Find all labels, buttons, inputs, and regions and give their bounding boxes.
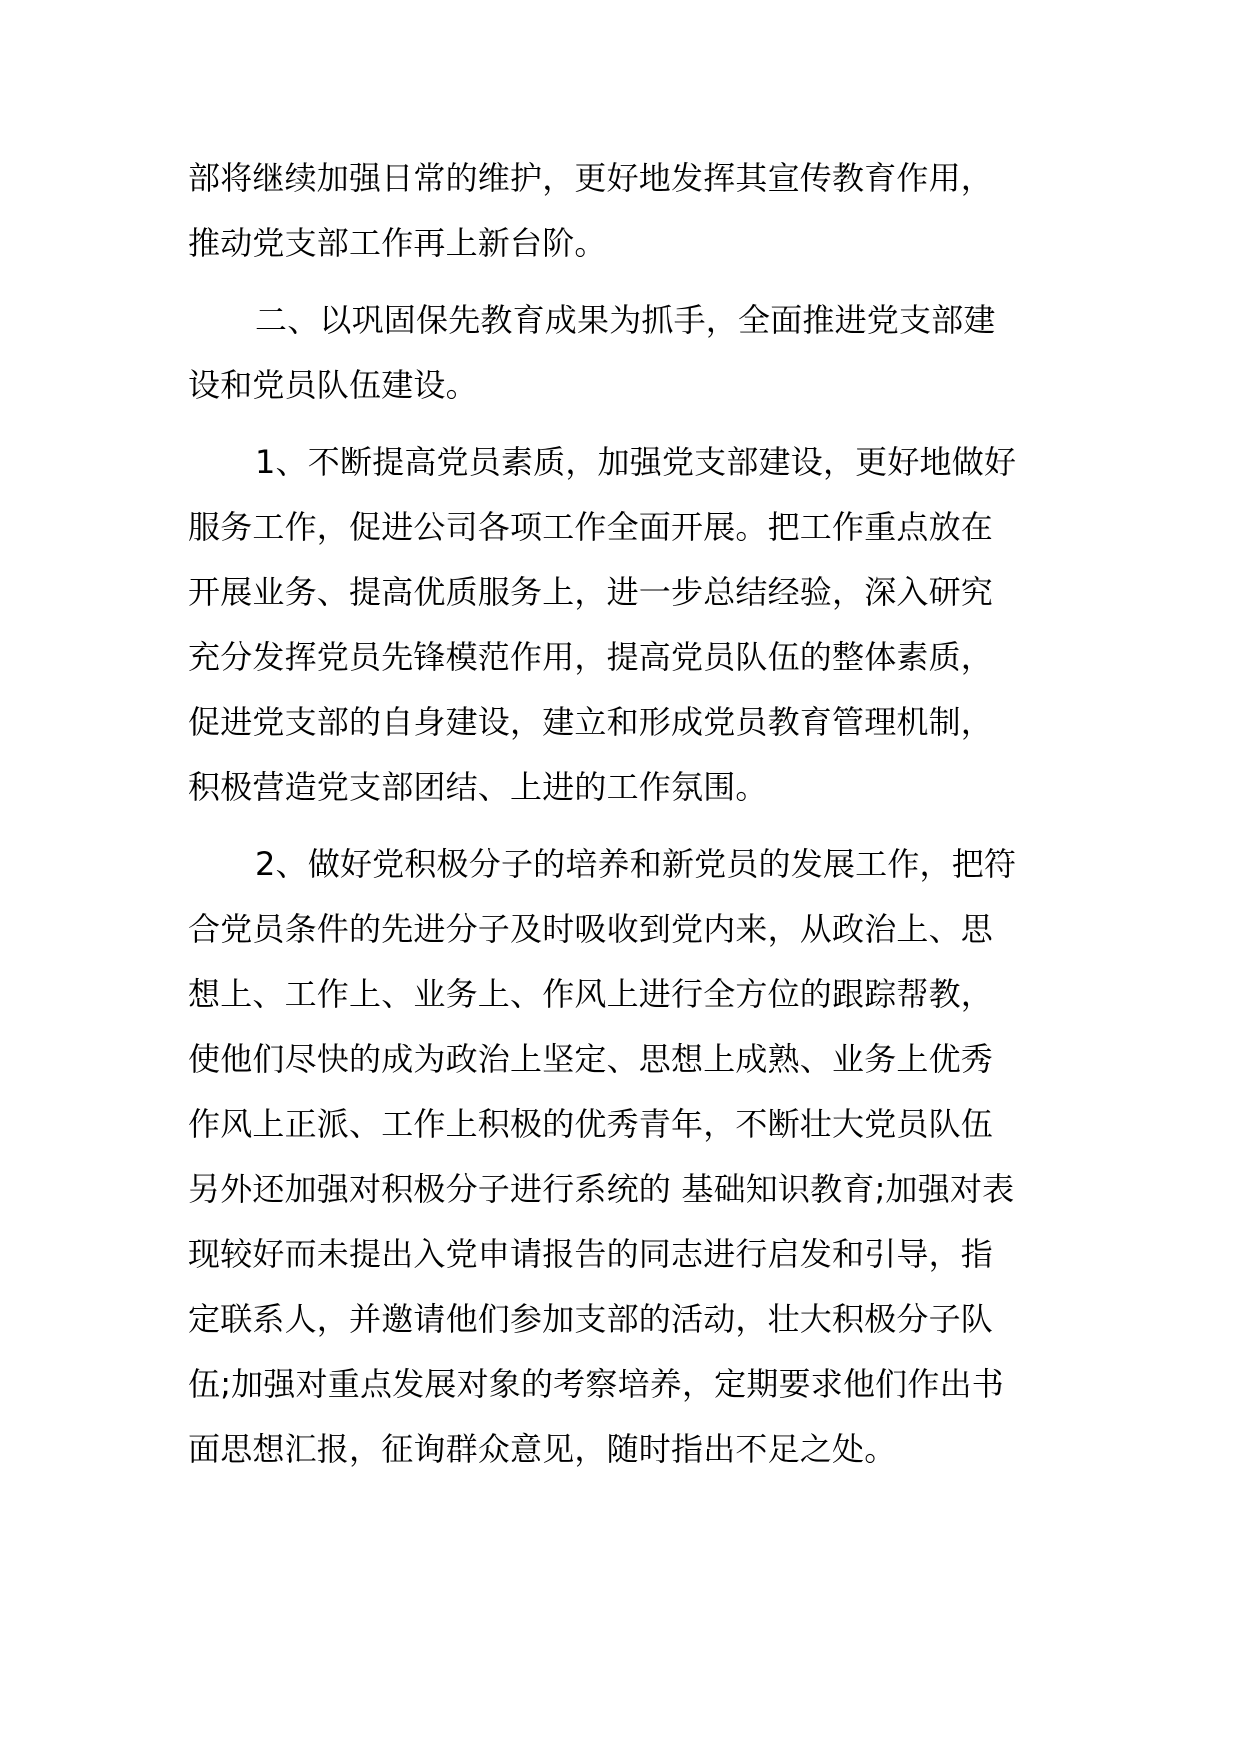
paragraph-continuation: [188, 146, 1064, 276]
text-line: 现较好而未提出入党申请报告的同志进行启发和引导，指: [188, 1235, 994, 1273]
text-line: 作风上正派、工作上积极的优秀青年，不断壮大党员队伍: [188, 1105, 994, 1143]
text-line: 推动党支部工作再上新台阶。: [188, 224, 607, 262]
text-line: 促进党支部的自身建设，建立和形成党员教育管理机制，: [188, 703, 994, 741]
text-line: 服务工作，促进公司各项工作全面开展。把工作重点放在: [188, 508, 994, 546]
text-line: 2、做好党积极分子的培养和新党员的发展工作，把符: [255, 845, 1017, 883]
text-line: 积极营造党支部团结、上进的工作氛围。: [188, 768, 768, 806]
text-line: 设和党员队伍建设。: [188, 366, 478, 404]
text-line: 合党员条件的先进分子及时吸收到党内来，从政治上、思: [188, 910, 994, 948]
text-line: 部将继续加强日常的维护，更好地发挥其宣传教育作用，: [188, 159, 994, 197]
text-line: 伍;加强对重点发展对象的考察培养，定期要求他们作出书: [188, 1365, 1004, 1403]
text-line: 二、以巩固保先教育成果为抓手，全面推进党支部建: [255, 301, 996, 339]
paragraph-item-one: [188, 430, 1064, 820]
text-line: 充分发挥党员先锋模范作用，提高党员队伍的整体素质，: [188, 638, 994, 676]
text-line: 另外还加强对积极分子进行系统的 基础知识教育;加强对表: [188, 1170, 1015, 1208]
paragraph-section-two-heading: [188, 288, 1064, 418]
text-line: 面思想汇报，征询群众意见，随时指出不足之处。: [188, 1430, 897, 1468]
text-line: 1、不断提高党员素质，加强党支部建设，更好地做好: [255, 443, 1017, 481]
text-line: 开展业务、提高优质服务上，进一步总结经验，深入研究: [188, 573, 994, 611]
text-line: 想上、工作上、业务上、作风上进行全方位的跟踪帮教，: [188, 975, 994, 1013]
paragraph-item-two: [188, 832, 1064, 1482]
text-line: 定联系人，并邀请他们参加支部的活动，壮大积极分子队: [188, 1300, 994, 1338]
text-line: 使他们尽快的成为政治上坚定、思想上成熟、业务上优秀: [188, 1040, 994, 1078]
